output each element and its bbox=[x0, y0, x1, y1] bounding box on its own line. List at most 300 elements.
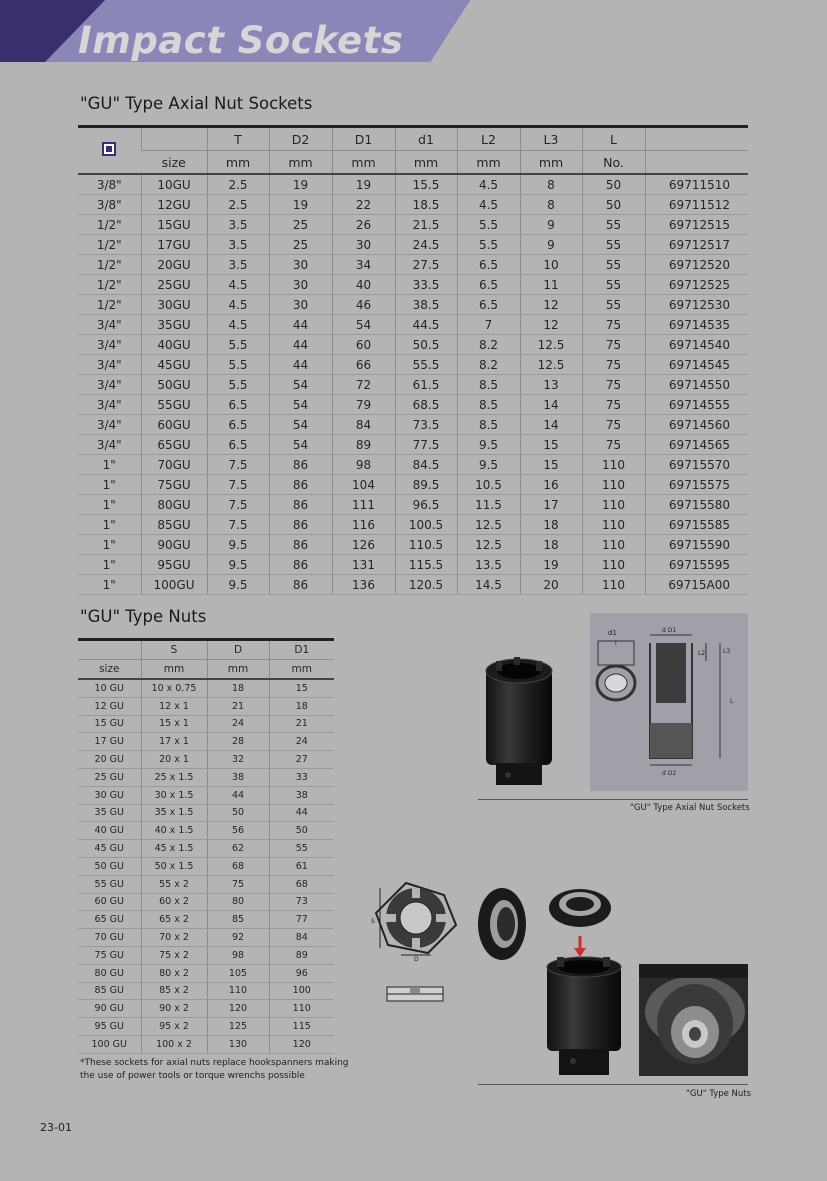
table-cell: 110 bbox=[207, 982, 269, 1000]
table-cell: 95 GU bbox=[78, 1018, 141, 1036]
table-cell: 40 bbox=[332, 275, 395, 295]
table-cell: 75 bbox=[582, 415, 645, 435]
table-cell: 1/2" bbox=[78, 275, 141, 295]
table-cell: 69715570 bbox=[645, 455, 748, 475]
table-cell: 100GU bbox=[141, 575, 207, 595]
table-row bbox=[78, 255, 748, 275]
table-cell: 12.5 bbox=[457, 535, 520, 555]
header-cell: mm bbox=[207, 151, 269, 175]
table-cell: 38.5 bbox=[395, 295, 457, 315]
table-cell: 69715575 bbox=[645, 475, 748, 495]
table-cell: 45GU bbox=[141, 355, 207, 375]
table-row bbox=[78, 455, 748, 475]
table-cell: 21 bbox=[269, 715, 334, 733]
table-cell: 61.5 bbox=[395, 375, 457, 395]
page-title: Impact Sockets bbox=[78, 19, 404, 62]
table-cell: 7.5 bbox=[207, 475, 269, 495]
table-cell: 80 bbox=[207, 893, 269, 911]
header-cell: L3 bbox=[520, 127, 582, 151]
footnote: *These sockets for axial nuts replace hookspanners making the use of power tools or torque wrenchs possible bbox=[80, 1058, 349, 1081]
table-cell: 50GU bbox=[141, 375, 207, 395]
table-row bbox=[78, 679, 334, 697]
table-cell: 20 x 1 bbox=[141, 751, 207, 769]
table-cell: 86 bbox=[269, 455, 332, 475]
table-cell: 22 bbox=[332, 195, 395, 215]
table-cell: 125 bbox=[207, 1018, 269, 1036]
table-cell: 96.5 bbox=[395, 495, 457, 515]
page-number: 23-01 bbox=[40, 1121, 72, 1134]
table-cell: 17 bbox=[520, 495, 582, 515]
table-cell: 4.5 bbox=[457, 174, 520, 195]
header-cell: mm bbox=[207, 660, 269, 680]
caption-rule bbox=[478, 1084, 748, 1085]
table-cell: 85 bbox=[207, 911, 269, 929]
header-cell: L bbox=[582, 127, 645, 151]
table-cell: 60 bbox=[332, 335, 395, 355]
table-row bbox=[78, 875, 334, 893]
table-cell: 8.5 bbox=[457, 375, 520, 395]
table-row bbox=[78, 335, 748, 355]
table-cell: 115.5 bbox=[395, 555, 457, 575]
table-cell: 55 bbox=[582, 295, 645, 315]
table-row bbox=[78, 415, 748, 435]
table-cell: 25 bbox=[269, 235, 332, 255]
table-cell: 44 bbox=[269, 315, 332, 335]
table-row bbox=[78, 435, 748, 455]
table-cell: 69712517 bbox=[645, 235, 748, 255]
table-cell: 68.5 bbox=[395, 395, 457, 415]
table-cell: 5.5 bbox=[207, 355, 269, 375]
table-cell: 75 bbox=[582, 435, 645, 455]
table-cell: 69712530 bbox=[645, 295, 748, 315]
table-cell: 116 bbox=[332, 515, 395, 535]
table-cell: 85 x 2 bbox=[141, 982, 207, 1000]
table-cell: 3/4" bbox=[78, 395, 141, 415]
table-cell: 44 bbox=[269, 804, 334, 822]
table-cell: 12.5 bbox=[520, 335, 582, 355]
table-cell: 86 bbox=[269, 575, 332, 595]
table-cell: 50 bbox=[582, 195, 645, 215]
table-cell: 17 x 1 bbox=[141, 733, 207, 751]
table-cell: 3/8" bbox=[78, 195, 141, 215]
table-cell: 8.5 bbox=[457, 395, 520, 415]
table-cell: 18 bbox=[269, 697, 334, 715]
sockets-table-body bbox=[78, 174, 748, 595]
table-row bbox=[78, 715, 334, 733]
table-row bbox=[78, 215, 748, 235]
table-cell: 131 bbox=[332, 555, 395, 575]
table-cell: 55GU bbox=[141, 395, 207, 415]
table-row bbox=[78, 733, 334, 751]
table-cell: 75 bbox=[582, 355, 645, 375]
table-cell: 19 bbox=[520, 555, 582, 575]
table-cell: 80GU bbox=[141, 495, 207, 515]
table-cell: 110 bbox=[582, 455, 645, 475]
table-cell: 6.5 bbox=[207, 435, 269, 455]
table-cell: 68 bbox=[207, 857, 269, 875]
header-cell bbox=[78, 640, 141, 660]
table-row bbox=[78, 857, 334, 875]
table-cell: 3.5 bbox=[207, 255, 269, 275]
table-cell: 25 x 1.5 bbox=[141, 768, 207, 786]
table-cell: 100 x 2 bbox=[141, 1035, 207, 1053]
table-cell: 56 bbox=[207, 822, 269, 840]
table-cell: 75 GU bbox=[78, 946, 141, 964]
table-cell: 84 bbox=[332, 415, 395, 435]
table-cell: 6.5 bbox=[207, 395, 269, 415]
table-cell: 55.5 bbox=[395, 355, 457, 375]
table-row bbox=[78, 751, 334, 769]
table-cell: 17 GU bbox=[78, 733, 141, 751]
table-cell: 45 GU bbox=[78, 840, 141, 858]
table-cell: 110 bbox=[582, 535, 645, 555]
table-row bbox=[78, 295, 748, 315]
table-cell: 8.2 bbox=[457, 355, 520, 375]
table-row bbox=[78, 375, 748, 395]
table-cell: 19 bbox=[269, 195, 332, 215]
drawing-label: L3 bbox=[723, 648, 731, 655]
table-cell: 9.5 bbox=[457, 435, 520, 455]
table-row bbox=[78, 315, 748, 335]
table-cell: 40GU bbox=[141, 335, 207, 355]
table-cell: 84.5 bbox=[395, 455, 457, 475]
table-cell: 85 GU bbox=[78, 982, 141, 1000]
table-cell: 14 bbox=[520, 415, 582, 435]
table-cell: 26 bbox=[332, 215, 395, 235]
table-cell: 30 bbox=[269, 275, 332, 295]
table-cell: 100 bbox=[269, 982, 334, 1000]
nuts-table bbox=[78, 638, 334, 1054]
table-cell: 50 GU bbox=[78, 857, 141, 875]
table-cell: 55 GU bbox=[78, 875, 141, 893]
table-cell: 30 x 1.5 bbox=[141, 786, 207, 804]
header-cell: D2 bbox=[269, 127, 332, 151]
table-cell: 77.5 bbox=[395, 435, 457, 455]
table-cell: 69715590 bbox=[645, 535, 748, 555]
table-cell: 73 bbox=[269, 893, 334, 911]
table-cell: 18 bbox=[520, 535, 582, 555]
table-cell: 90 GU bbox=[78, 1000, 141, 1018]
table-cell: 5.5 bbox=[207, 375, 269, 395]
table-cell: 21.5 bbox=[395, 215, 457, 235]
table-cell: 7.5 bbox=[207, 455, 269, 475]
table-row bbox=[78, 395, 748, 415]
table-cell: 30 bbox=[269, 255, 332, 275]
table-cell: 75 bbox=[582, 335, 645, 355]
table-cell: 1" bbox=[78, 455, 141, 475]
header-cell: mm bbox=[269, 151, 332, 175]
table-row bbox=[78, 982, 334, 1000]
table-row bbox=[78, 804, 334, 822]
table-cell: 12.5 bbox=[520, 355, 582, 375]
socket-technical-drawing bbox=[590, 613, 748, 791]
table-cell: 70GU bbox=[141, 455, 207, 475]
table-cell: 86 bbox=[269, 475, 332, 495]
table-cell: 33 bbox=[269, 768, 334, 786]
table-cell: 66 bbox=[332, 355, 395, 375]
table-cell: 62 bbox=[207, 840, 269, 858]
nut-technical-drawing bbox=[366, 873, 466, 963]
table-cell: 69714535 bbox=[645, 315, 748, 335]
table-cell: 68 bbox=[269, 875, 334, 893]
table-row bbox=[78, 929, 334, 947]
header-cell: D1 bbox=[269, 640, 334, 660]
table-cell: 12 bbox=[520, 295, 582, 315]
table-cell: 7.5 bbox=[207, 515, 269, 535]
table-cell: 104 bbox=[332, 475, 395, 495]
table-row bbox=[78, 697, 334, 715]
table-cell: 50 bbox=[269, 822, 334, 840]
header-cell: D1 bbox=[332, 127, 395, 151]
table-cell: 20 bbox=[520, 575, 582, 595]
table-row bbox=[78, 495, 748, 515]
table-cell: 50.5 bbox=[395, 335, 457, 355]
table-cell: 69711512 bbox=[645, 195, 748, 215]
sockets-section-title: "GU" Type Axial Nut Sockets bbox=[80, 94, 313, 113]
table-cell: 27.5 bbox=[395, 255, 457, 275]
table-cell: 10.5 bbox=[457, 475, 520, 495]
table-cell: 100.5 bbox=[395, 515, 457, 535]
table-cell: 9.5 bbox=[457, 455, 520, 475]
table-cell: 12 GU bbox=[78, 697, 141, 715]
table-cell: 85GU bbox=[141, 515, 207, 535]
header-cell bbox=[645, 127, 748, 151]
table-cell: 5.5 bbox=[457, 215, 520, 235]
table-row bbox=[78, 786, 334, 804]
table-cell: 110 bbox=[269, 1000, 334, 1018]
table-cell: 6.5 bbox=[457, 275, 520, 295]
table-cell: 15 bbox=[520, 435, 582, 455]
table-cell: 50 bbox=[207, 804, 269, 822]
table-cell: 65GU bbox=[141, 435, 207, 455]
header-cell: L2 bbox=[457, 127, 520, 151]
table-cell: 44.5 bbox=[395, 315, 457, 335]
table-cell: 89.5 bbox=[395, 475, 457, 495]
table-cell: 50 bbox=[582, 174, 645, 195]
table-cell: 44 bbox=[207, 786, 269, 804]
table-cell: 98 bbox=[207, 946, 269, 964]
table-cell: 1" bbox=[78, 535, 141, 555]
table-cell: 95GU bbox=[141, 555, 207, 575]
table-cell: 54 bbox=[269, 415, 332, 435]
table-cell: 3/4" bbox=[78, 315, 141, 335]
header-cell: D bbox=[207, 640, 269, 660]
table-cell: 10 x 0.75 bbox=[141, 679, 207, 697]
table-cell: 55 bbox=[582, 215, 645, 235]
table-cell: 69712520 bbox=[645, 255, 748, 275]
table-cell: 12 bbox=[520, 315, 582, 335]
table-cell: 80 x 2 bbox=[141, 964, 207, 982]
nut-photo bbox=[474, 885, 530, 963]
table-cell: 86 bbox=[269, 555, 332, 575]
table-cell: 95 x 2 bbox=[141, 1018, 207, 1036]
table-cell: 20 GU bbox=[78, 751, 141, 769]
table-cell: 110 bbox=[582, 555, 645, 575]
table-cell: 65 GU bbox=[78, 911, 141, 929]
socket-caption: "GU" Type Axial Nut Sockets bbox=[630, 803, 750, 813]
table-cell: 75 bbox=[207, 875, 269, 893]
table-row bbox=[78, 555, 748, 575]
table-cell: 75GU bbox=[141, 475, 207, 495]
table-cell: 24 bbox=[269, 733, 334, 751]
table-cell: 69714540 bbox=[645, 335, 748, 355]
table-cell: 30GU bbox=[141, 295, 207, 315]
table-cell: 55 bbox=[582, 275, 645, 295]
table-cell: 130 bbox=[207, 1035, 269, 1053]
socket-photo-bottom bbox=[541, 955, 627, 1081]
table-cell: 1" bbox=[78, 495, 141, 515]
table-cell: 12.5 bbox=[457, 515, 520, 535]
table-cell: 98 bbox=[332, 455, 395, 475]
header-cell: mm bbox=[332, 151, 395, 175]
table-cell: 25 bbox=[269, 215, 332, 235]
table-cell: 25GU bbox=[141, 275, 207, 295]
table-cell: 44 bbox=[269, 335, 332, 355]
table-cell: 110 bbox=[582, 495, 645, 515]
table-cell: 12GU bbox=[141, 195, 207, 215]
table-cell: 1" bbox=[78, 475, 141, 495]
caption-rule bbox=[478, 799, 748, 800]
nut-flat-photo bbox=[547, 884, 613, 930]
drawing-label: S bbox=[371, 918, 375, 925]
nuts-table-body bbox=[78, 679, 334, 1053]
table-row bbox=[78, 275, 748, 295]
table-cell: 50 x 1.5 bbox=[141, 857, 207, 875]
table-cell: 15GU bbox=[141, 215, 207, 235]
table-cell: 3.5 bbox=[207, 215, 269, 235]
table-cell: 15.5 bbox=[395, 174, 457, 195]
drawing-label: d1 bbox=[608, 629, 617, 637]
table-cell: 8 bbox=[520, 195, 582, 215]
table-row bbox=[78, 911, 334, 929]
table-cell: 15 x 1 bbox=[141, 715, 207, 733]
table-cell: 2.5 bbox=[207, 174, 269, 195]
table-row bbox=[78, 355, 748, 375]
table-cell: 15 bbox=[520, 455, 582, 475]
table-cell: 6.5 bbox=[207, 415, 269, 435]
table-cell: 111 bbox=[332, 495, 395, 515]
table-cell: 54 bbox=[269, 435, 332, 455]
table-cell: 24.5 bbox=[395, 235, 457, 255]
purple-square-icon bbox=[102, 142, 116, 156]
table-cell: 3/4" bbox=[78, 435, 141, 455]
table-cell: 30 bbox=[269, 295, 332, 315]
table-cell: 18.5 bbox=[395, 195, 457, 215]
table-row bbox=[78, 964, 334, 982]
table-cell: 30 bbox=[332, 235, 395, 255]
nuts-section-title: "GU" Type Nuts bbox=[80, 607, 207, 626]
table-cell: 6.5 bbox=[457, 295, 520, 315]
table-cell: 11 bbox=[520, 275, 582, 295]
nuts-caption: "GU" Type Nuts bbox=[686, 1089, 752, 1099]
table-cell: 4.5 bbox=[457, 195, 520, 215]
table-cell: 75 x 2 bbox=[141, 946, 207, 964]
header-cell: mm bbox=[141, 660, 207, 680]
table-cell: 15 bbox=[269, 679, 334, 697]
header-cell: mm bbox=[269, 660, 334, 680]
table-cell: 9.5 bbox=[207, 555, 269, 575]
table-cell: 1" bbox=[78, 515, 141, 535]
table-cell: 10 GU bbox=[78, 679, 141, 697]
header-cell: T bbox=[207, 127, 269, 151]
table-row bbox=[78, 822, 334, 840]
table-cell: 100 GU bbox=[78, 1035, 141, 1053]
table-cell: 38 bbox=[207, 768, 269, 786]
header-cell: size bbox=[141, 151, 207, 175]
table-cell: 5.5 bbox=[457, 235, 520, 255]
drawing-label: d D2 bbox=[662, 770, 677, 777]
header-cell: No. bbox=[582, 151, 645, 175]
table-row bbox=[78, 195, 748, 215]
table-cell: 19 bbox=[332, 174, 395, 195]
table-cell: 55 x 2 bbox=[141, 875, 207, 893]
table-cell: 2.5 bbox=[207, 195, 269, 215]
drawing-label: L bbox=[730, 698, 734, 705]
header-cell: d1 bbox=[395, 127, 457, 151]
table-cell: 54 bbox=[269, 375, 332, 395]
table-cell: 13.5 bbox=[457, 555, 520, 575]
table-cell: 7.5 bbox=[207, 495, 269, 515]
table-cell: 75 bbox=[582, 375, 645, 395]
table-cell: 7 bbox=[457, 315, 520, 335]
table-cell: 3/4" bbox=[78, 375, 141, 395]
table-cell: 65 x 2 bbox=[141, 911, 207, 929]
table-row bbox=[78, 840, 334, 858]
drawing-label: d D1 bbox=[662, 627, 677, 634]
table-cell: 69714555 bbox=[645, 395, 748, 415]
table-cell: 89 bbox=[332, 435, 395, 455]
table-row bbox=[78, 515, 748, 535]
table-cell: 14 bbox=[520, 395, 582, 415]
table-cell: 28 bbox=[207, 733, 269, 751]
table-cell: 90 x 2 bbox=[141, 1000, 207, 1018]
table-cell: 1" bbox=[78, 575, 141, 595]
table-cell: 120.5 bbox=[395, 575, 457, 595]
table-cell: 110 bbox=[582, 515, 645, 535]
table-cell: 15 GU bbox=[78, 715, 141, 733]
table-cell: 19 bbox=[269, 174, 332, 195]
table-cell: 25 GU bbox=[78, 768, 141, 786]
table-cell: 70 GU bbox=[78, 929, 141, 947]
table-cell: 6.5 bbox=[457, 255, 520, 275]
header-cell: mm bbox=[457, 151, 520, 175]
table-cell: 69714565 bbox=[645, 435, 748, 455]
table-cell: 72 bbox=[332, 375, 395, 395]
table-cell: 92 bbox=[207, 929, 269, 947]
table-cell: 34 bbox=[332, 255, 395, 275]
table-cell: 3/4" bbox=[78, 415, 141, 435]
table-cell: 5.5 bbox=[207, 335, 269, 355]
table-cell: 61 bbox=[269, 857, 334, 875]
table-cell: 3/8" bbox=[78, 174, 141, 195]
header-cell: size bbox=[78, 660, 141, 680]
table-cell: 120 bbox=[269, 1035, 334, 1053]
table-cell: 16 bbox=[520, 475, 582, 495]
table-cell: 110 bbox=[582, 575, 645, 595]
table-cell: 1/2" bbox=[78, 235, 141, 255]
table-cell: 32 bbox=[207, 751, 269, 769]
table-cell: 33.5 bbox=[395, 275, 457, 295]
table-cell: 80 GU bbox=[78, 964, 141, 982]
header-cell: mm bbox=[395, 151, 457, 175]
header-cell: S bbox=[141, 640, 207, 660]
table-cell: 40 x 1.5 bbox=[141, 822, 207, 840]
table-cell: 8.2 bbox=[457, 335, 520, 355]
table-row bbox=[78, 1035, 334, 1053]
table-cell: 55 bbox=[269, 840, 334, 858]
table-cell: 69714545 bbox=[645, 355, 748, 375]
table-cell: 73.5 bbox=[395, 415, 457, 435]
